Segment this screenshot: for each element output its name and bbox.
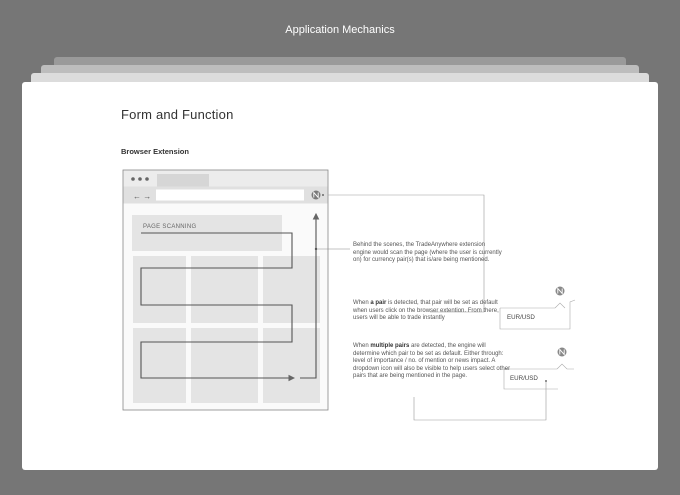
- window-dot: [131, 177, 135, 181]
- content-block: [191, 256, 258, 323]
- pair-label: EUR/USD: [507, 314, 535, 321]
- page-scanning-label: PAGE SCANNING: [143, 224, 197, 230]
- browser-titlebar: [124, 171, 328, 187]
- address-bar: [156, 190, 304, 201]
- section-title: Form and Function: [121, 107, 234, 122]
- pair-label: EUR/USD: [510, 375, 538, 382]
- connector-dot: [315, 248, 317, 250]
- note-scanning: Behind the scenes, the TradeAnywhere extension engine would scan the page (where the user is currently on) for currency pair(s) that is/are being mentioned.: [353, 242, 502, 264]
- dropdown-dot: [322, 194, 324, 196]
- note-multiple-pairs: When multiple pairs are detected, the engine will determine which pair to be set as default. Either through: level of importance / no. of mention or news impact. A dropdown icon will also be visible to help users select other pairs that are being mentioned in the page.: [353, 343, 511, 380]
- browser-tab: [157, 174, 209, 187]
- app-title: Application Mechanics: [285, 24, 395, 36]
- dropdown-dot: [545, 380, 547, 382]
- nav-arrows: ← →: [133, 192, 152, 201]
- window-dot: [145, 177, 149, 181]
- extension-diagram: [22, 82, 658, 470]
- window-dot: [138, 177, 142, 181]
- section-subtitle: Browser Extension: [121, 147, 189, 156]
- content-card: [22, 82, 658, 470]
- content-block: [191, 328, 258, 403]
- multi-pair-connector: [414, 382, 546, 420]
- note-single-pair: When a pair is detected, that pair will be set as default when users click on the browser extention. From there, users will be able to trade instantly: [353, 300, 499, 322]
